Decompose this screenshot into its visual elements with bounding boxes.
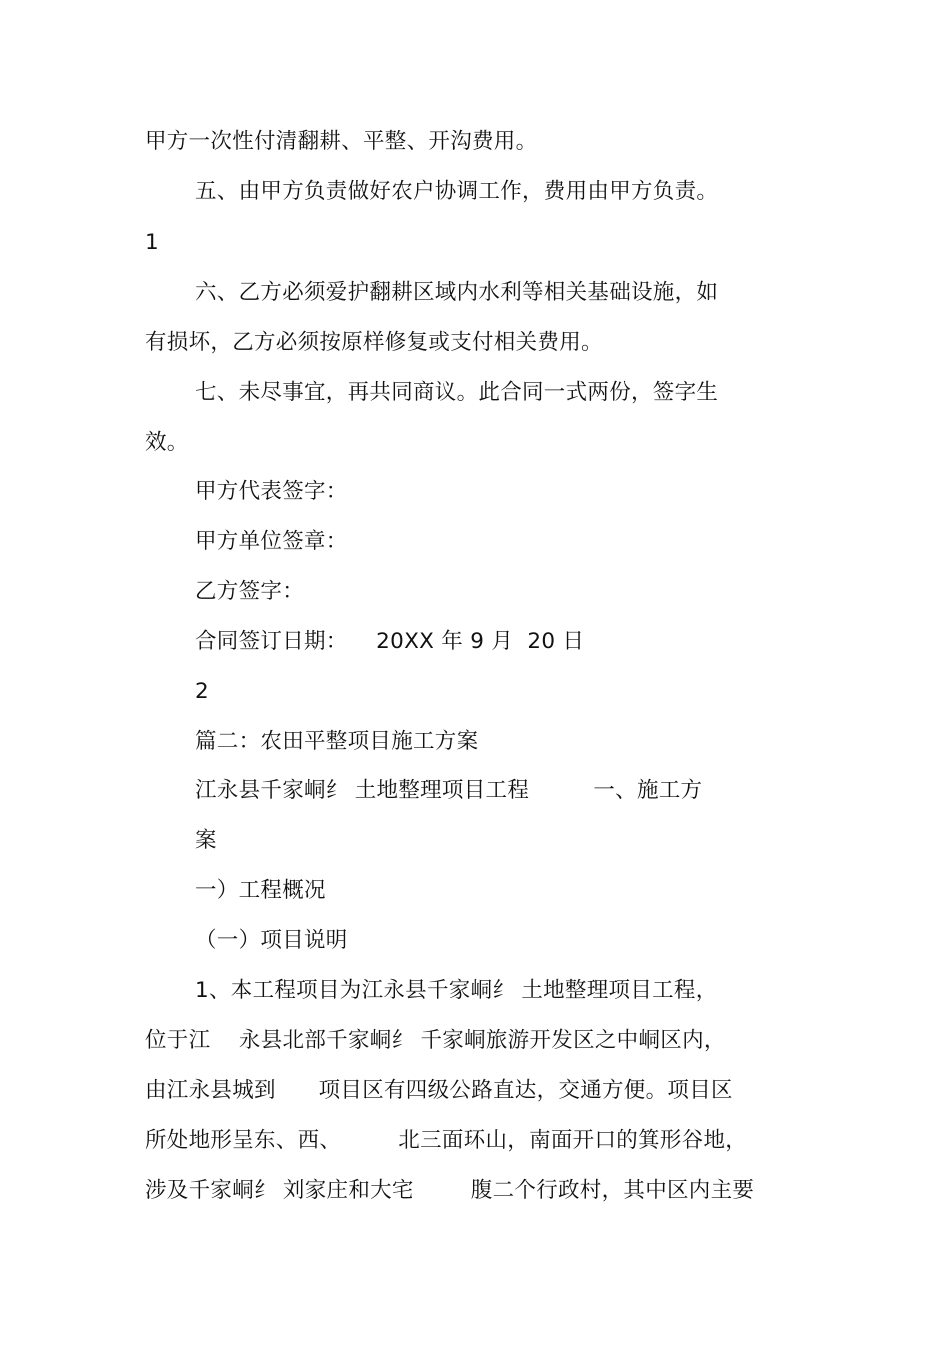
text-line-6: 七、未尽事宜，再共同商议。此合同一式两份，签字生 (195, 380, 719, 405)
text-line-1: 甲方一次性付清翻耕、平整、开沟费用。 (145, 129, 538, 154)
text-line-19: 位于江 永县北部千家峒纟 千家峒旅游开发区之中峒区内， (145, 1028, 726, 1053)
contract-signing-date: 合同签订日期： 20XX 年 9 月 20 日 (195, 629, 585, 654)
party-b-signature: 乙方签字： (195, 579, 305, 604)
text-line-21: 所处地形呈东、西、 北三面环山，南面开口的箕形谷地， (145, 1128, 748, 1153)
section-title: 篇二：农田平整项目施工方案 (195, 729, 479, 754)
heading-project-overview: 一）工程概况 (195, 878, 326, 903)
text-line-2: 五、由甲方负责做好农户协调工作，费用由甲方负责。 (195, 179, 719, 204)
text-line-4: 六、乙方必须爱护翻耕区域内水利等相关基础设施，如 (195, 280, 719, 305)
party-a-representative-signature: 甲方代表签字： (195, 479, 348, 504)
party-a-unit-seal: 甲方单位签章： (195, 529, 348, 554)
text-line-7: 效。 (145, 430, 189, 455)
text-line-18: 1、本工程项目为江永县千家峒纟 土地整理项目工程， (195, 978, 718, 1003)
heading-project-description: （一）项目说明 (195, 928, 348, 953)
page-number: 1 (145, 230, 159, 255)
text-line-15: 案 (195, 828, 217, 853)
text-line-20: 由江永县城到 项目区有四级公路直达，交通方便。项目区 (145, 1078, 733, 1103)
text-line-22: 涉及千家峒纟 刘家庄和大宅 腹二个行政村，其中区内主要 (145, 1178, 755, 1203)
text-line-14: 江永县千家峒纟 土地整理项目工程 一、施工方 (195, 778, 703, 803)
text-line-5: 有损坏，乙方必须按原样修复或支付相关费用。 (145, 330, 603, 355)
page-number: 2 (195, 679, 209, 704)
